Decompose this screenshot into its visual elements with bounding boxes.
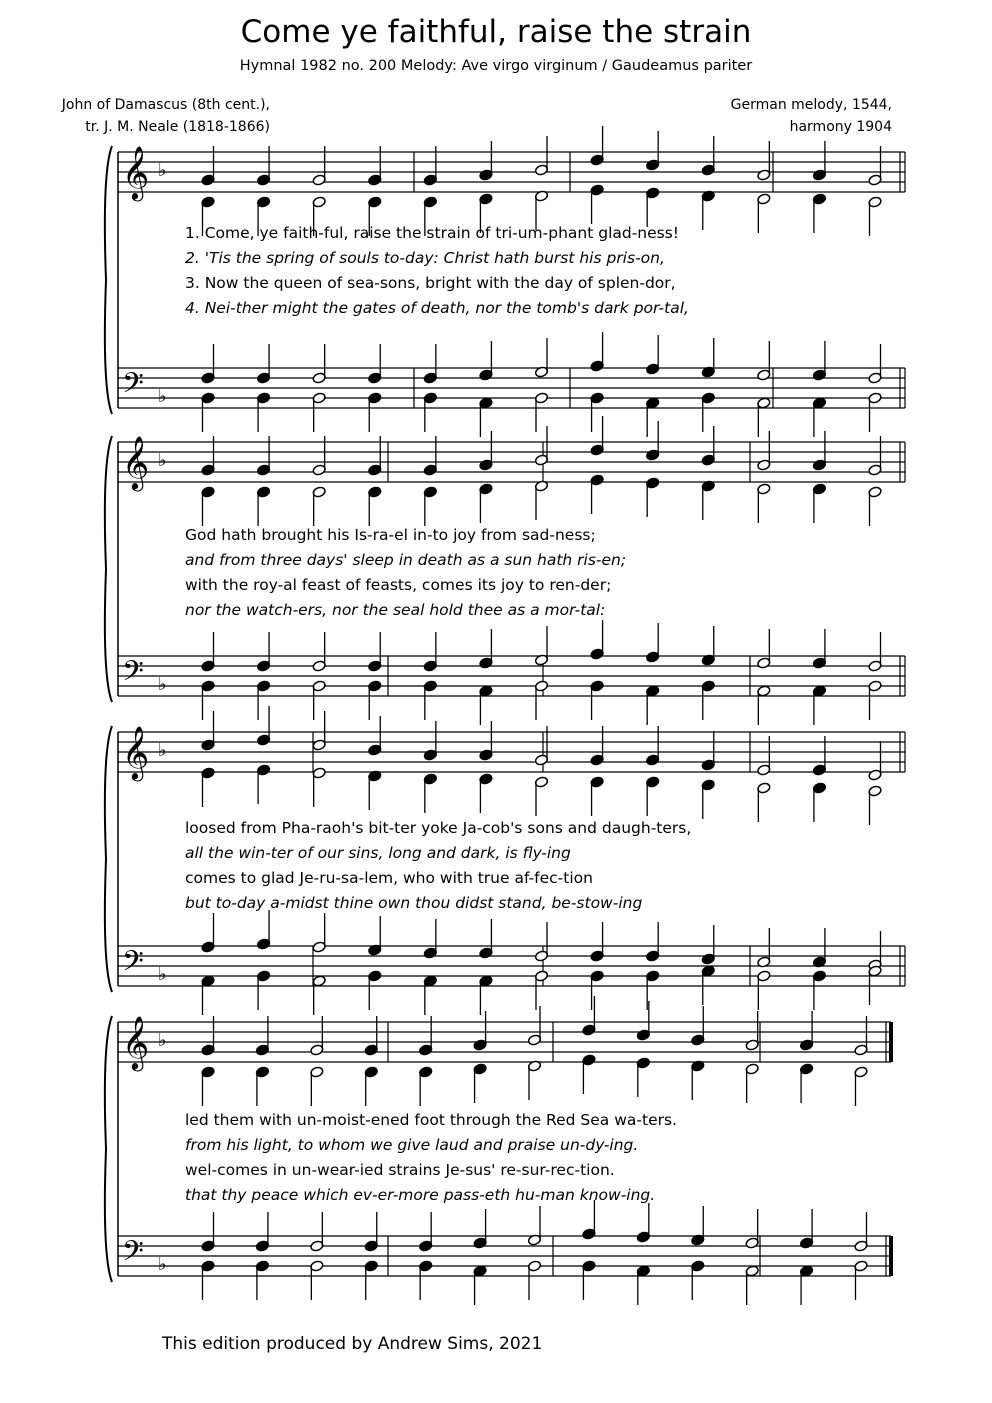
- treble-staff: [118, 996, 891, 1106]
- system-4: [105, 1016, 118, 1282]
- author-line-2: tr. J. M. Neale (1818-1866): [85, 119, 270, 135]
- verse-1-line-4: led them with un-moist-ened foot through the Red Sea wa-ters.: [185, 1111, 677, 1129]
- treble-clef-icon: 𝄞: [122, 435, 150, 489]
- flat-icon: ♭: [158, 740, 167, 761]
- edition-footer: This edition produced by Andrew Sims, 2021: [162, 1334, 543, 1354]
- author-line-1: John of Damascus (8th cent.),: [61, 97, 270, 113]
- bass-clef-icon: 𝄢: [122, 1235, 144, 1275]
- flat-icon: ♭: [158, 450, 167, 471]
- treble-staff: [118, 706, 905, 825]
- flat-icon: ♭: [158, 1254, 167, 1275]
- verse-3-line-2: with the roy-al feast of feasts, comes its joy to ren-der;: [185, 576, 612, 594]
- verse-1-line-1: 1. Come, ye faith-ful, raise the strain of tri-um-phant glad-ness!: [185, 224, 680, 242]
- bass-staff: [118, 1200, 891, 1305]
- verse-3-line-4: wel-comes in un-wear-ied strains Je-sus' re-sur-rec-tion.: [185, 1161, 615, 1179]
- system-1: [105, 146, 118, 414]
- treble-clef-icon: 𝄞: [122, 1015, 150, 1069]
- system-3: [105, 726, 118, 992]
- treble-clef-icon: 𝄞: [122, 145, 150, 199]
- hymn-subtitle: Hymnal 1982 no. 200 Melody: Ave virgo virginum / Gaudeamus pariter: [239, 58, 753, 74]
- system-brace: [105, 436, 112, 702]
- bass-clef-icon: 𝄢: [122, 367, 144, 407]
- treble-clef-icon: 𝄞: [122, 725, 150, 779]
- verse-2-line-1: 2. 'Tis the spring of souls to-day: Christ hath burst his pris-on,: [185, 249, 665, 267]
- flat-icon: ♭: [158, 674, 167, 695]
- treble-staff: [118, 416, 905, 526]
- verse-4-line-2: nor the watch-ers, nor the seal hold thee as a mor-tal:: [185, 601, 606, 619]
- verse-2-line-3: all the win-ter of our sins, long and dark, is fly-ing: [185, 844, 571, 862]
- bass-clef-icon: 𝄢: [122, 945, 144, 985]
- verse-1-line-3: loosed from Pha-raoh's bit-ter yoke Ja-cob's sons and daugh-ters,: [185, 819, 692, 837]
- system-brace: [105, 146, 112, 414]
- bass-staff: [118, 620, 905, 725]
- composer-line-2: harmony 1904: [789, 119, 892, 135]
- verse-3-line-3: comes to glad Je-ru-sa-lem, who with true af-fec-tion: [185, 869, 593, 887]
- composer-line-1: German melody, 1544,: [730, 97, 892, 113]
- verse-2-line-2: and from three days' sleep in death as a sun hath ris-en;: [185, 551, 627, 569]
- verse-2-line-4: from his light, to whom we give laud and praise un-dy-ing.: [185, 1136, 639, 1154]
- flat-icon: ♭: [158, 1030, 167, 1051]
- flat-icon: ♭: [158, 386, 167, 407]
- bass-staff: [118, 332, 905, 437]
- bass-staff: [118, 910, 905, 1015]
- verse-1-line-2: God hath brought his Is-ra-el in-to joy from sad-ness;: [185, 526, 596, 544]
- flat-icon: ♭: [158, 160, 167, 181]
- system-brace: [105, 1016, 112, 1282]
- verse-3-line-1: 3. Now the queen of sea-sons, bright with the day of splen-dor,: [185, 274, 676, 292]
- system-2: [105, 436, 118, 702]
- verse-4-line-3: but to-day a-midst thine own thou didst stand, be-stow-ing: [185, 894, 643, 912]
- bass-clef-icon: 𝄢: [122, 655, 144, 695]
- hymn-title: Come ye faithful, raise the strain: [240, 14, 752, 50]
- verse-4-line-4: that thy peace which ev-er-more pass-eth hu-man know-ing.: [185, 1186, 656, 1204]
- flat-icon: ♭: [158, 964, 167, 985]
- system-brace: [105, 726, 112, 992]
- verse-4-line-1: 4. Nei-ther might the gates of death, nor the tomb's dark por-tal,: [185, 299, 689, 317]
- treble-staff: [118, 126, 905, 236]
